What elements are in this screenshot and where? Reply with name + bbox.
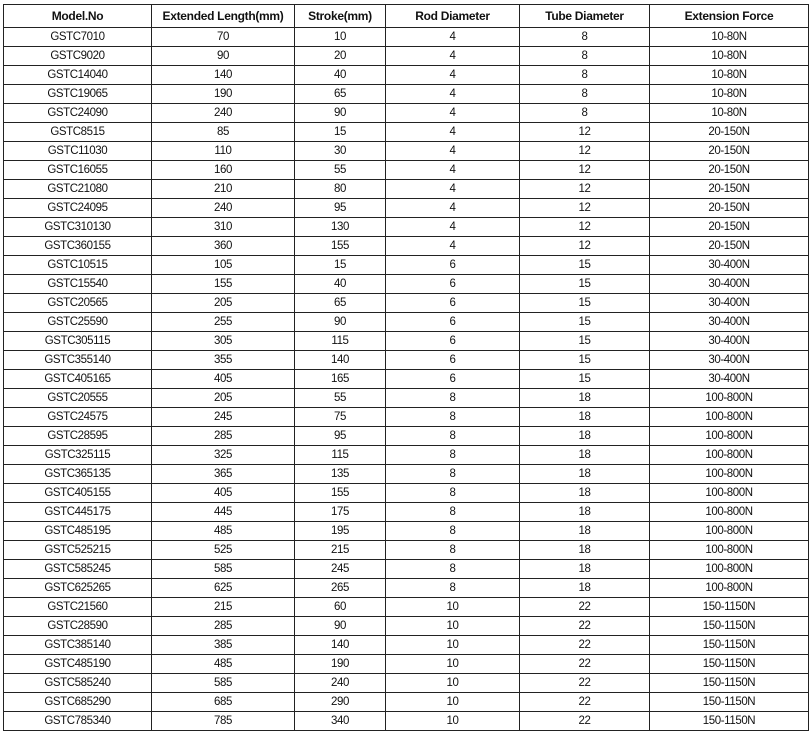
cell-tube-diameter: 22: [520, 655, 650, 674]
cell-model-no: GSTC585240: [4, 674, 152, 693]
cell-stroke: 10: [295, 28, 386, 47]
cell-rod-diameter: 6: [386, 275, 520, 294]
cell-stroke: 215: [295, 541, 386, 560]
cell-rod-diameter: 10: [386, 712, 520, 731]
cell-stroke: 90: [295, 104, 386, 123]
cell-tube-diameter: 12: [520, 237, 650, 256]
cell-model-no: GSTC24575: [4, 408, 152, 427]
cell-model-no: GSTC785340: [4, 712, 152, 731]
column-header-rod-diameter: Rod Diameter: [386, 5, 520, 28]
cell-extended-length: 625: [152, 579, 295, 598]
cell-stroke: 165: [295, 370, 386, 389]
cell-model-no: GSTC365135: [4, 465, 152, 484]
cell-extended-length: 85: [152, 123, 295, 142]
cell-tube-diameter: 22: [520, 712, 650, 731]
cell-model-no: GSTC355140: [4, 351, 152, 370]
column-header-extension-force: Extension Force: [650, 5, 809, 28]
cell-rod-diameter: 6: [386, 332, 520, 351]
cell-rod-diameter: 8: [386, 541, 520, 560]
cell-extension-force: 30-400N: [650, 332, 809, 351]
cell-model-no: GSTC8515: [4, 123, 152, 142]
cell-model-no: GSTC24095: [4, 199, 152, 218]
table-row: [4, 218, 809, 237]
cell-extension-force: 100-800N: [650, 389, 809, 408]
cell-extension-force: 20-150N: [650, 180, 809, 199]
cell-tube-diameter: 18: [520, 446, 650, 465]
cell-rod-diameter: 6: [386, 370, 520, 389]
table-row: [4, 142, 809, 161]
cell-stroke: 265: [295, 579, 386, 598]
cell-tube-diameter: 8: [520, 104, 650, 123]
table-row: [4, 427, 809, 446]
cell-extension-force: 10-80N: [650, 85, 809, 104]
cell-model-no: GSTC10515: [4, 256, 152, 275]
cell-extension-force: 150-1150N: [650, 655, 809, 674]
cell-extended-length: 685: [152, 693, 295, 712]
cell-tube-diameter: 8: [520, 47, 650, 66]
cell-rod-diameter: 4: [386, 28, 520, 47]
cell-rod-diameter: 4: [386, 66, 520, 85]
cell-stroke: 40: [295, 66, 386, 85]
cell-stroke: 30: [295, 142, 386, 161]
cell-stroke: 65: [295, 85, 386, 104]
cell-rod-diameter: 8: [386, 484, 520, 503]
table-row: [4, 655, 809, 674]
cell-extension-force: 10-80N: [650, 28, 809, 47]
cell-model-no: GSTC9020: [4, 47, 152, 66]
cell-extension-force: 150-1150N: [650, 712, 809, 731]
cell-model-no: GSTC7010: [4, 28, 152, 47]
cell-tube-diameter: 12: [520, 142, 650, 161]
cell-rod-diameter: 4: [386, 85, 520, 104]
cell-model-no: GSTC19065: [4, 85, 152, 104]
cell-tube-diameter: 22: [520, 598, 650, 617]
cell-model-no: GSTC385140: [4, 636, 152, 655]
cell-rod-diameter: 8: [386, 560, 520, 579]
cell-stroke: 140: [295, 636, 386, 655]
cell-tube-diameter: 8: [520, 28, 650, 47]
table-row: [4, 484, 809, 503]
cell-stroke: 155: [295, 237, 386, 256]
cell-extension-force: 20-150N: [650, 142, 809, 161]
table-row: [4, 275, 809, 294]
cell-extended-length: 365: [152, 465, 295, 484]
cell-model-no: GSTC25590: [4, 313, 152, 332]
table-row: [4, 28, 809, 47]
cell-extended-length: 205: [152, 294, 295, 313]
cell-extension-force: 30-400N: [650, 313, 809, 332]
table-row: [4, 199, 809, 218]
gas-spring-spec-table: [3, 4, 809, 731]
cell-model-no: GSTC14040: [4, 66, 152, 85]
cell-stroke: 55: [295, 161, 386, 180]
table-row: [4, 408, 809, 427]
cell-extension-force: 30-400N: [650, 256, 809, 275]
cell-tube-diameter: 12: [520, 199, 650, 218]
cell-stroke: 140: [295, 351, 386, 370]
cell-extended-length: 210: [152, 180, 295, 199]
cell-extension-force: 100-800N: [650, 427, 809, 446]
cell-rod-diameter: 4: [386, 123, 520, 142]
table-row: [4, 712, 809, 731]
cell-extension-force: 100-800N: [650, 503, 809, 522]
cell-tube-diameter: 18: [520, 427, 650, 446]
cell-tube-diameter: 15: [520, 370, 650, 389]
cell-tube-diameter: 18: [520, 560, 650, 579]
cell-model-no: GSTC16055: [4, 161, 152, 180]
cell-extended-length: 105: [152, 256, 295, 275]
cell-stroke: 115: [295, 446, 386, 465]
cell-rod-diameter: 8: [386, 579, 520, 598]
cell-rod-diameter: 8: [386, 408, 520, 427]
cell-extended-length: 325: [152, 446, 295, 465]
cell-model-no: GSTC525215: [4, 541, 152, 560]
table-body: [4, 28, 809, 731]
cell-stroke: 135: [295, 465, 386, 484]
cell-tube-diameter: 8: [520, 66, 650, 85]
cell-model-no: GSTC28595: [4, 427, 152, 446]
cell-extension-force: 100-800N: [650, 446, 809, 465]
cell-tube-diameter: 18: [520, 579, 650, 598]
table-row: [4, 256, 809, 275]
cell-model-no: GSTC445175: [4, 503, 152, 522]
column-header-stroke: Stroke(mm): [295, 5, 386, 28]
cell-stroke: 115: [295, 332, 386, 351]
cell-rod-diameter: 4: [386, 142, 520, 161]
cell-extended-length: 285: [152, 617, 295, 636]
cell-stroke: 60: [295, 598, 386, 617]
cell-stroke: 175: [295, 503, 386, 522]
cell-extended-length: 385: [152, 636, 295, 655]
table-row: [4, 180, 809, 199]
cell-extended-length: 190: [152, 85, 295, 104]
cell-tube-diameter: 18: [520, 408, 650, 427]
cell-extension-force: 100-800N: [650, 522, 809, 541]
cell-rod-diameter: 10: [386, 617, 520, 636]
cell-extension-force: 150-1150N: [650, 693, 809, 712]
cell-extension-force: 10-80N: [650, 66, 809, 85]
cell-rod-diameter: 4: [386, 199, 520, 218]
table-row: [4, 598, 809, 617]
table-row: [4, 522, 809, 541]
cell-tube-diameter: 18: [520, 541, 650, 560]
cell-rod-diameter: 8: [386, 389, 520, 408]
cell-extension-force: 100-800N: [650, 579, 809, 598]
cell-rod-diameter: 10: [386, 636, 520, 655]
cell-stroke: 40: [295, 275, 386, 294]
cell-stroke: 55: [295, 389, 386, 408]
cell-extended-length: 310: [152, 218, 295, 237]
cell-rod-diameter: 4: [386, 161, 520, 180]
cell-stroke: 15: [295, 123, 386, 142]
cell-rod-diameter: 8: [386, 465, 520, 484]
cell-model-no: GSTC15540: [4, 275, 152, 294]
cell-tube-diameter: 18: [520, 389, 650, 408]
cell-tube-diameter: 18: [520, 522, 650, 541]
cell-model-no: GSTC405155: [4, 484, 152, 503]
cell-model-no: GSTC20555: [4, 389, 152, 408]
cell-extended-length: 110: [152, 142, 295, 161]
table-row: [4, 636, 809, 655]
cell-stroke: 130: [295, 218, 386, 237]
cell-tube-diameter: 12: [520, 218, 650, 237]
cell-extension-force: 20-150N: [650, 237, 809, 256]
table-row: [4, 446, 809, 465]
cell-model-no: GSTC310130: [4, 218, 152, 237]
cell-extension-force: 30-400N: [650, 294, 809, 313]
cell-stroke: 90: [295, 617, 386, 636]
cell-extended-length: 485: [152, 522, 295, 541]
table-row: [4, 617, 809, 636]
cell-model-no: GSTC305115: [4, 332, 152, 351]
cell-model-no: GSTC485195: [4, 522, 152, 541]
table-row: [4, 332, 809, 351]
cell-rod-diameter: 8: [386, 446, 520, 465]
cell-stroke: 290: [295, 693, 386, 712]
cell-stroke: 80: [295, 180, 386, 199]
table-row: [4, 674, 809, 693]
cell-model-no: GSTC585245: [4, 560, 152, 579]
cell-model-no: GSTC21560: [4, 598, 152, 617]
cell-extension-force: 100-800N: [650, 541, 809, 560]
cell-extended-length: 360: [152, 237, 295, 256]
cell-stroke: 95: [295, 199, 386, 218]
table-row: [4, 541, 809, 560]
cell-stroke: 240: [295, 674, 386, 693]
cell-tube-diameter: 8: [520, 85, 650, 104]
cell-rod-diameter: 8: [386, 503, 520, 522]
cell-rod-diameter: 10: [386, 693, 520, 712]
cell-tube-diameter: 18: [520, 503, 650, 522]
cell-tube-diameter: 15: [520, 332, 650, 351]
cell-extension-force: 20-150N: [650, 218, 809, 237]
cell-stroke: 75: [295, 408, 386, 427]
cell-extended-length: 160: [152, 161, 295, 180]
cell-extension-force: 150-1150N: [650, 636, 809, 655]
cell-tube-diameter: 15: [520, 256, 650, 275]
cell-rod-diameter: 4: [386, 237, 520, 256]
table-row: [4, 85, 809, 104]
cell-extended-length: 245: [152, 408, 295, 427]
cell-rod-diameter: 6: [386, 256, 520, 275]
cell-extended-length: 240: [152, 104, 295, 123]
cell-tube-diameter: 22: [520, 617, 650, 636]
cell-extension-force: 150-1150N: [650, 598, 809, 617]
cell-extended-length: 405: [152, 370, 295, 389]
cell-extension-force: 30-400N: [650, 275, 809, 294]
header-row: [4, 5, 809, 28]
cell-extension-force: 30-400N: [650, 351, 809, 370]
cell-stroke: 195: [295, 522, 386, 541]
cell-extended-length: 305: [152, 332, 295, 351]
cell-stroke: 190: [295, 655, 386, 674]
table-row: [4, 66, 809, 85]
table-row: [4, 693, 809, 712]
cell-model-no: GSTC485190: [4, 655, 152, 674]
cell-extension-force: 100-800N: [650, 560, 809, 579]
cell-model-no: GSTC405165: [4, 370, 152, 389]
cell-model-no: GSTC11030: [4, 142, 152, 161]
cell-rod-diameter: 6: [386, 313, 520, 332]
cell-extension-force: 150-1150N: [650, 674, 809, 693]
cell-stroke: 20: [295, 47, 386, 66]
cell-tube-diameter: 12: [520, 180, 650, 199]
cell-rod-diameter: 4: [386, 218, 520, 237]
column-header-tube-diameter: Tube Diameter: [520, 5, 650, 28]
column-header-extended-length: Extended Length(mm): [152, 5, 295, 28]
cell-extension-force: 20-150N: [650, 123, 809, 142]
table-row: [4, 123, 809, 142]
cell-model-no: GSTC325115: [4, 446, 152, 465]
cell-rod-diameter: 10: [386, 598, 520, 617]
cell-tube-diameter: 15: [520, 294, 650, 313]
cell-rod-diameter: 8: [386, 522, 520, 541]
cell-model-no: GSTC625265: [4, 579, 152, 598]
cell-extended-length: 585: [152, 674, 295, 693]
table-header: [4, 5, 809, 28]
table-row: [4, 503, 809, 522]
cell-rod-diameter: 6: [386, 294, 520, 313]
cell-extension-force: 100-800N: [650, 408, 809, 427]
cell-extended-length: 585: [152, 560, 295, 579]
cell-rod-diameter: 4: [386, 47, 520, 66]
cell-tube-diameter: 22: [520, 693, 650, 712]
cell-extended-length: 140: [152, 66, 295, 85]
cell-tube-diameter: 12: [520, 161, 650, 180]
cell-stroke: 15: [295, 256, 386, 275]
cell-model-no: GSTC21080: [4, 180, 152, 199]
cell-extended-length: 785: [152, 712, 295, 731]
cell-tube-diameter: 18: [520, 465, 650, 484]
table-row: [4, 560, 809, 579]
table-row: [4, 47, 809, 66]
cell-stroke: 90: [295, 313, 386, 332]
cell-stroke: 155: [295, 484, 386, 503]
cell-stroke: 245: [295, 560, 386, 579]
cell-model-no: GSTC685290: [4, 693, 152, 712]
cell-extended-length: 215: [152, 598, 295, 617]
cell-rod-diameter: 10: [386, 655, 520, 674]
cell-tube-diameter: 22: [520, 674, 650, 693]
cell-tube-diameter: 15: [520, 351, 650, 370]
cell-model-no: GSTC24090: [4, 104, 152, 123]
table-row: [4, 294, 809, 313]
table-row: [4, 351, 809, 370]
cell-extended-length: 155: [152, 275, 295, 294]
cell-rod-diameter: 8: [386, 427, 520, 446]
table-row: [4, 104, 809, 123]
column-header-model-no: Model.No: [4, 5, 152, 28]
table-row: [4, 370, 809, 389]
cell-extension-force: 150-1150N: [650, 617, 809, 636]
cell-extended-length: 240: [152, 199, 295, 218]
cell-stroke: 340: [295, 712, 386, 731]
cell-extended-length: 90: [152, 47, 295, 66]
table-row: [4, 465, 809, 484]
cell-model-no: GSTC28590: [4, 617, 152, 636]
cell-extension-force: 30-400N: [650, 370, 809, 389]
table-row: [4, 237, 809, 256]
table-row: [4, 579, 809, 598]
cell-extended-length: 445: [152, 503, 295, 522]
cell-extended-length: 205: [152, 389, 295, 408]
cell-extended-length: 355: [152, 351, 295, 370]
cell-tube-diameter: 15: [520, 313, 650, 332]
cell-rod-diameter: 6: [386, 351, 520, 370]
cell-extension-force: 20-150N: [650, 199, 809, 218]
cell-tube-diameter: 15: [520, 275, 650, 294]
table-row: [4, 161, 809, 180]
cell-extended-length: 255: [152, 313, 295, 332]
cell-rod-diameter: 10: [386, 674, 520, 693]
cell-rod-diameter: 4: [386, 104, 520, 123]
cell-model-no: GSTC20565: [4, 294, 152, 313]
cell-rod-diameter: 4: [386, 180, 520, 199]
table-row: [4, 313, 809, 332]
cell-tube-diameter: 22: [520, 636, 650, 655]
cell-extension-force: 10-80N: [650, 47, 809, 66]
cell-extension-force: 10-80N: [650, 104, 809, 123]
cell-extension-force: 20-150N: [650, 161, 809, 180]
cell-extension-force: 100-800N: [650, 465, 809, 484]
cell-extended-length: 405: [152, 484, 295, 503]
cell-extension-force: 100-800N: [650, 484, 809, 503]
cell-extended-length: 525: [152, 541, 295, 560]
cell-stroke: 95: [295, 427, 386, 446]
cell-extended-length: 285: [152, 427, 295, 446]
cell-tube-diameter: 12: [520, 123, 650, 142]
cell-model-no: GSTC360155: [4, 237, 152, 256]
cell-extended-length: 70: [152, 28, 295, 47]
cell-tube-diameter: 18: [520, 484, 650, 503]
cell-stroke: 65: [295, 294, 386, 313]
cell-extended-length: 485: [152, 655, 295, 674]
table-row: [4, 389, 809, 408]
